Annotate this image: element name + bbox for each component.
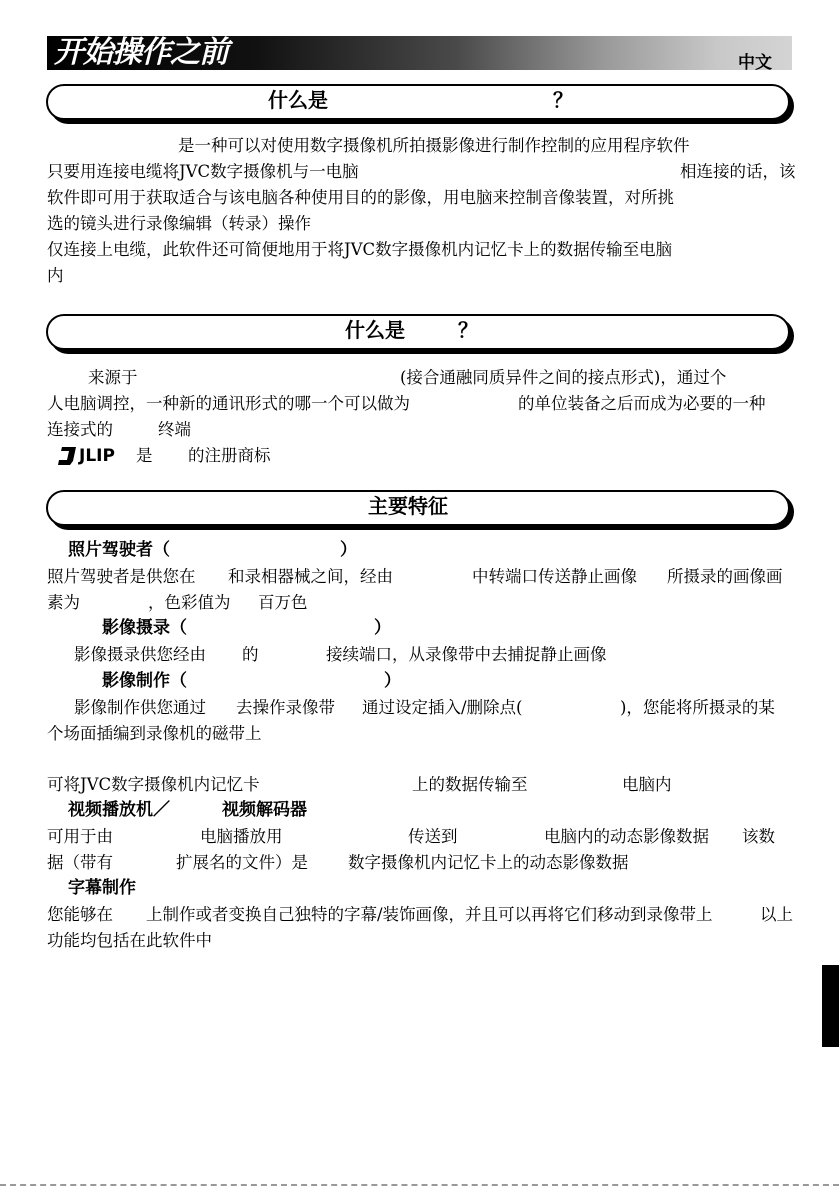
feature-line: 的 xyxy=(242,645,259,664)
section2-line: 终端 xyxy=(158,420,191,439)
feature-line: 电脑播放用 xyxy=(200,827,283,846)
feature-line: 该数 xyxy=(742,827,775,846)
section2-line: (接合通融同质异件之间的接点形式)，通过个 xyxy=(400,368,727,387)
feature-line: 据（带有 xyxy=(47,853,113,872)
section2-line: 的单位装备之后而成为必要的一种 xyxy=(518,394,766,413)
feature-photo-navigator-title: 照片驾驶者（ xyxy=(68,540,170,560)
page-title: 开始操作之前 xyxy=(54,35,228,70)
section2-line: 人电脑调控，一种新的通讯形式的哪一个可以做为 xyxy=(47,394,410,413)
footer-divider xyxy=(0,1184,839,1186)
feature-title-close: ） xyxy=(384,671,401,691)
section1-line: 是一种可以对使用数字摄像机所拍摄影像进行制作控制的应用程序软件 xyxy=(178,136,690,155)
feature-image-editing-title: 影像制作（ xyxy=(102,671,187,691)
section-heading-what-is-software xyxy=(46,84,790,120)
section2-line: 是 xyxy=(136,446,153,465)
feature-title-close: ） xyxy=(374,618,391,638)
feature-line: 通过设定插入/删除点( xyxy=(362,698,523,717)
section1-line: 只要用连接电缆将JVC数字摄像机与一电脑 xyxy=(47,162,359,181)
feature-line: ，色彩值为 xyxy=(148,593,231,612)
section1-line: 内 xyxy=(47,266,64,285)
feature-video-decoder-title: 视频解码器 xyxy=(222,800,307,820)
section1-line: 相连接的话，该 xyxy=(680,162,796,181)
feature-line: 去操作录像带 xyxy=(236,698,335,717)
section1-heading-b: ？ xyxy=(553,88,573,112)
feature-line: 电脑内 xyxy=(622,775,672,794)
language-label: 中文 xyxy=(738,53,772,73)
section2-heading-b: ？ xyxy=(458,318,478,342)
feature-line: 数字摄像机内记忆卡上的动态影像数据 xyxy=(348,853,629,872)
section-heading-what-is-jlip xyxy=(46,314,790,350)
section2-heading-a: 什么是 xyxy=(345,318,405,342)
section1-line: 软件即可用于获取适合与该电脑各种使用目的的影像，用电脑来控制音像装置，对所挑 xyxy=(47,188,674,207)
feature-line: 个场面插编到录像机的磁带上 xyxy=(47,724,262,743)
feature-line: 上制作或者变换自己独特的字幕/装饰画像，并且可以再将它们移动到录像带上 xyxy=(146,905,713,924)
feature-image-capture-title: 影像摄录（ xyxy=(102,618,187,638)
section1-line: 仅连接上电缆，此软件还可简便地用于将JVC数字摄像机内记忆卡上的数据传输至电脑 xyxy=(47,240,673,259)
feature-line: 可将JVC数字摄像机内记忆卡 xyxy=(47,775,260,794)
feature-line: 您能够在 xyxy=(47,905,113,924)
feature-line: 传送到 xyxy=(408,827,458,846)
feature-line: 素为 xyxy=(47,593,80,612)
section2-line: 连接式的 xyxy=(47,420,113,439)
section2-line: 的注册商标 xyxy=(188,446,271,465)
feature-line: 和录相器械之间，经由 xyxy=(228,567,393,586)
feature-video-player-title: 视频播放机／ xyxy=(68,800,170,820)
feature-line: 影像制作供您通过 xyxy=(74,698,206,717)
side-tab-marker xyxy=(822,965,839,1047)
feature-line: 上的数据传输至 xyxy=(412,775,528,794)
feature-line: 影像摄录供您经由 xyxy=(74,645,206,664)
feature-title-maker-title: 字幕制作 xyxy=(68,878,136,898)
feature-line: 扩展名的文件）是 xyxy=(176,853,308,872)
jlip-mark-icon xyxy=(58,447,76,465)
feature-line: 接续端口，从录像带中去捕捉静止画像 xyxy=(326,645,607,664)
feature-line: 所摄录的画像画 xyxy=(667,567,783,586)
jlip-logo-text: JLIP xyxy=(79,446,115,466)
feature-line: 可用于由 xyxy=(47,827,113,846)
feature-line: 功能均包括在此软件中 xyxy=(47,931,212,950)
section1-heading-a: 什么是 xyxy=(268,88,328,112)
feature-line: 中转端口传送静止画像 xyxy=(472,567,637,586)
feature-line: )，您能将所摄录的某 xyxy=(620,698,775,717)
feature-title-close: ） xyxy=(340,540,357,560)
section2-line: 来源于 xyxy=(88,368,138,387)
section3-heading: 主要特征 xyxy=(368,494,448,518)
feature-line: 照片驾驶者是供您在 xyxy=(47,567,196,586)
section1-line: 选的镜头进行录像编辑（转录）操作 xyxy=(47,214,311,233)
feature-line: 以上 xyxy=(760,905,793,924)
jlip-logo xyxy=(58,446,115,466)
feature-line: 电脑内的动态影像数据 xyxy=(544,827,709,846)
feature-line: 百万色 xyxy=(258,593,308,612)
